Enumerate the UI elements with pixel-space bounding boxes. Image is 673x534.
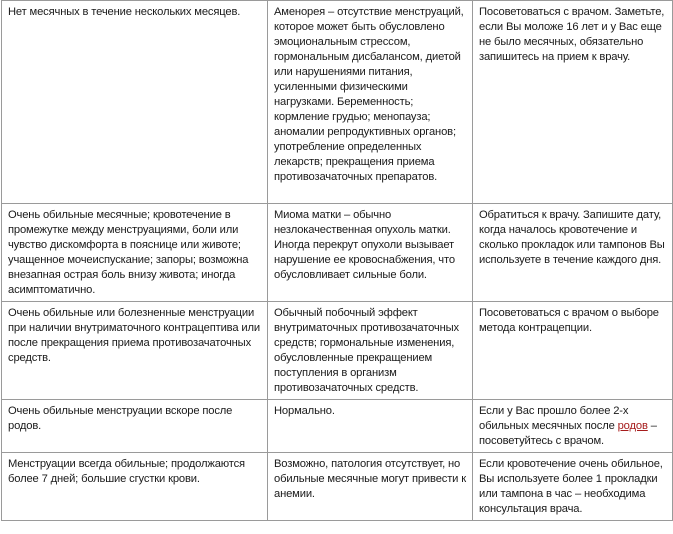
table-row xyxy=(2,400,673,453)
action-cell: Посоветоваться с врачом о выборе метода контрацепции. xyxy=(473,302,673,400)
action-cell: Если кровотечение очень обильное, Вы используете более 1 прокладки или тампона в час – необходима консультация врача. xyxy=(473,453,673,521)
symptom-cell: Очень обильные или болезненные менструации при наличии внутриматочного контрацептива или после прекращения приема противозачаточных средств. xyxy=(2,302,268,400)
action-text-before-link: Если у Вас прошло более 2-х обильных месячных после xyxy=(479,405,629,432)
table-row xyxy=(2,204,673,302)
symptom-cell: Очень обильные менструации вскоре после родов. xyxy=(2,400,268,453)
symptom-cell: Нет месячных в течение нескольких месяцев. xyxy=(2,1,268,204)
cause-cell: Аменорея – отсутствие менструаций, которое может быть обусловлено эмоциональным стрессом, гормональным дисбалансом, диетой или нарушениями питания, усиленными физическими нагрузками. Беременность; кормление грудью; менопауза; аномалии репродуктивных органов; употребление определенных лекарств; прекращения приема противозачаточных препаратов. xyxy=(268,1,473,204)
action-cell xyxy=(473,400,673,453)
action-cell: Обратиться к врачу. Запишите дату, когда началось кровотечение и сколько прокладок или тампонов Вы используете в течение каждого дня. xyxy=(473,204,673,302)
cause-cell: Миома матки – обычно незлокачественная опухоль матки. Иногда перекрут опухоли вызывает нарушение ее кровоснабжения, что обусловливает сильные боли. xyxy=(268,204,473,302)
cause-cell: Нормально. xyxy=(268,400,473,453)
table-row xyxy=(2,453,673,521)
symptom-cell: Очень обильные месячные; кровотечение в промежутке между менструациями, боли или чувство дискомфорта в пояснице или животе; учащенное мочеиспускание; запоры; возможна внезапная острая боль внизу живота; иногда асимптоматично. xyxy=(2,204,268,302)
table-row xyxy=(2,1,673,204)
cause-cell: Обычный побочный эффект внутриматочных противозачаточных средств; гормональные изменения, обусловленные прекращением поступления в организм противозачаточных средств. xyxy=(268,302,473,400)
cause-cell: Возможно, патология отсутствует, но обильные месячные могут привести к анемии. xyxy=(268,453,473,521)
action-text-after-link: – посоветуйтесь с врачом. xyxy=(479,420,657,447)
symptoms-table xyxy=(1,0,673,521)
rody-link[interactable]: родов xyxy=(617,420,648,432)
action-cell: Посоветоваться с врачом. Заметьте, если Вы моложе 16 лет и у Вас еще не было месячных, обязательно запишитесь на прием к врачу. xyxy=(473,1,673,204)
table-row xyxy=(2,302,673,400)
symptom-cell: Менструации всегда обильные; продолжаются более 7 дней; большие сгустки крови. xyxy=(2,453,268,521)
